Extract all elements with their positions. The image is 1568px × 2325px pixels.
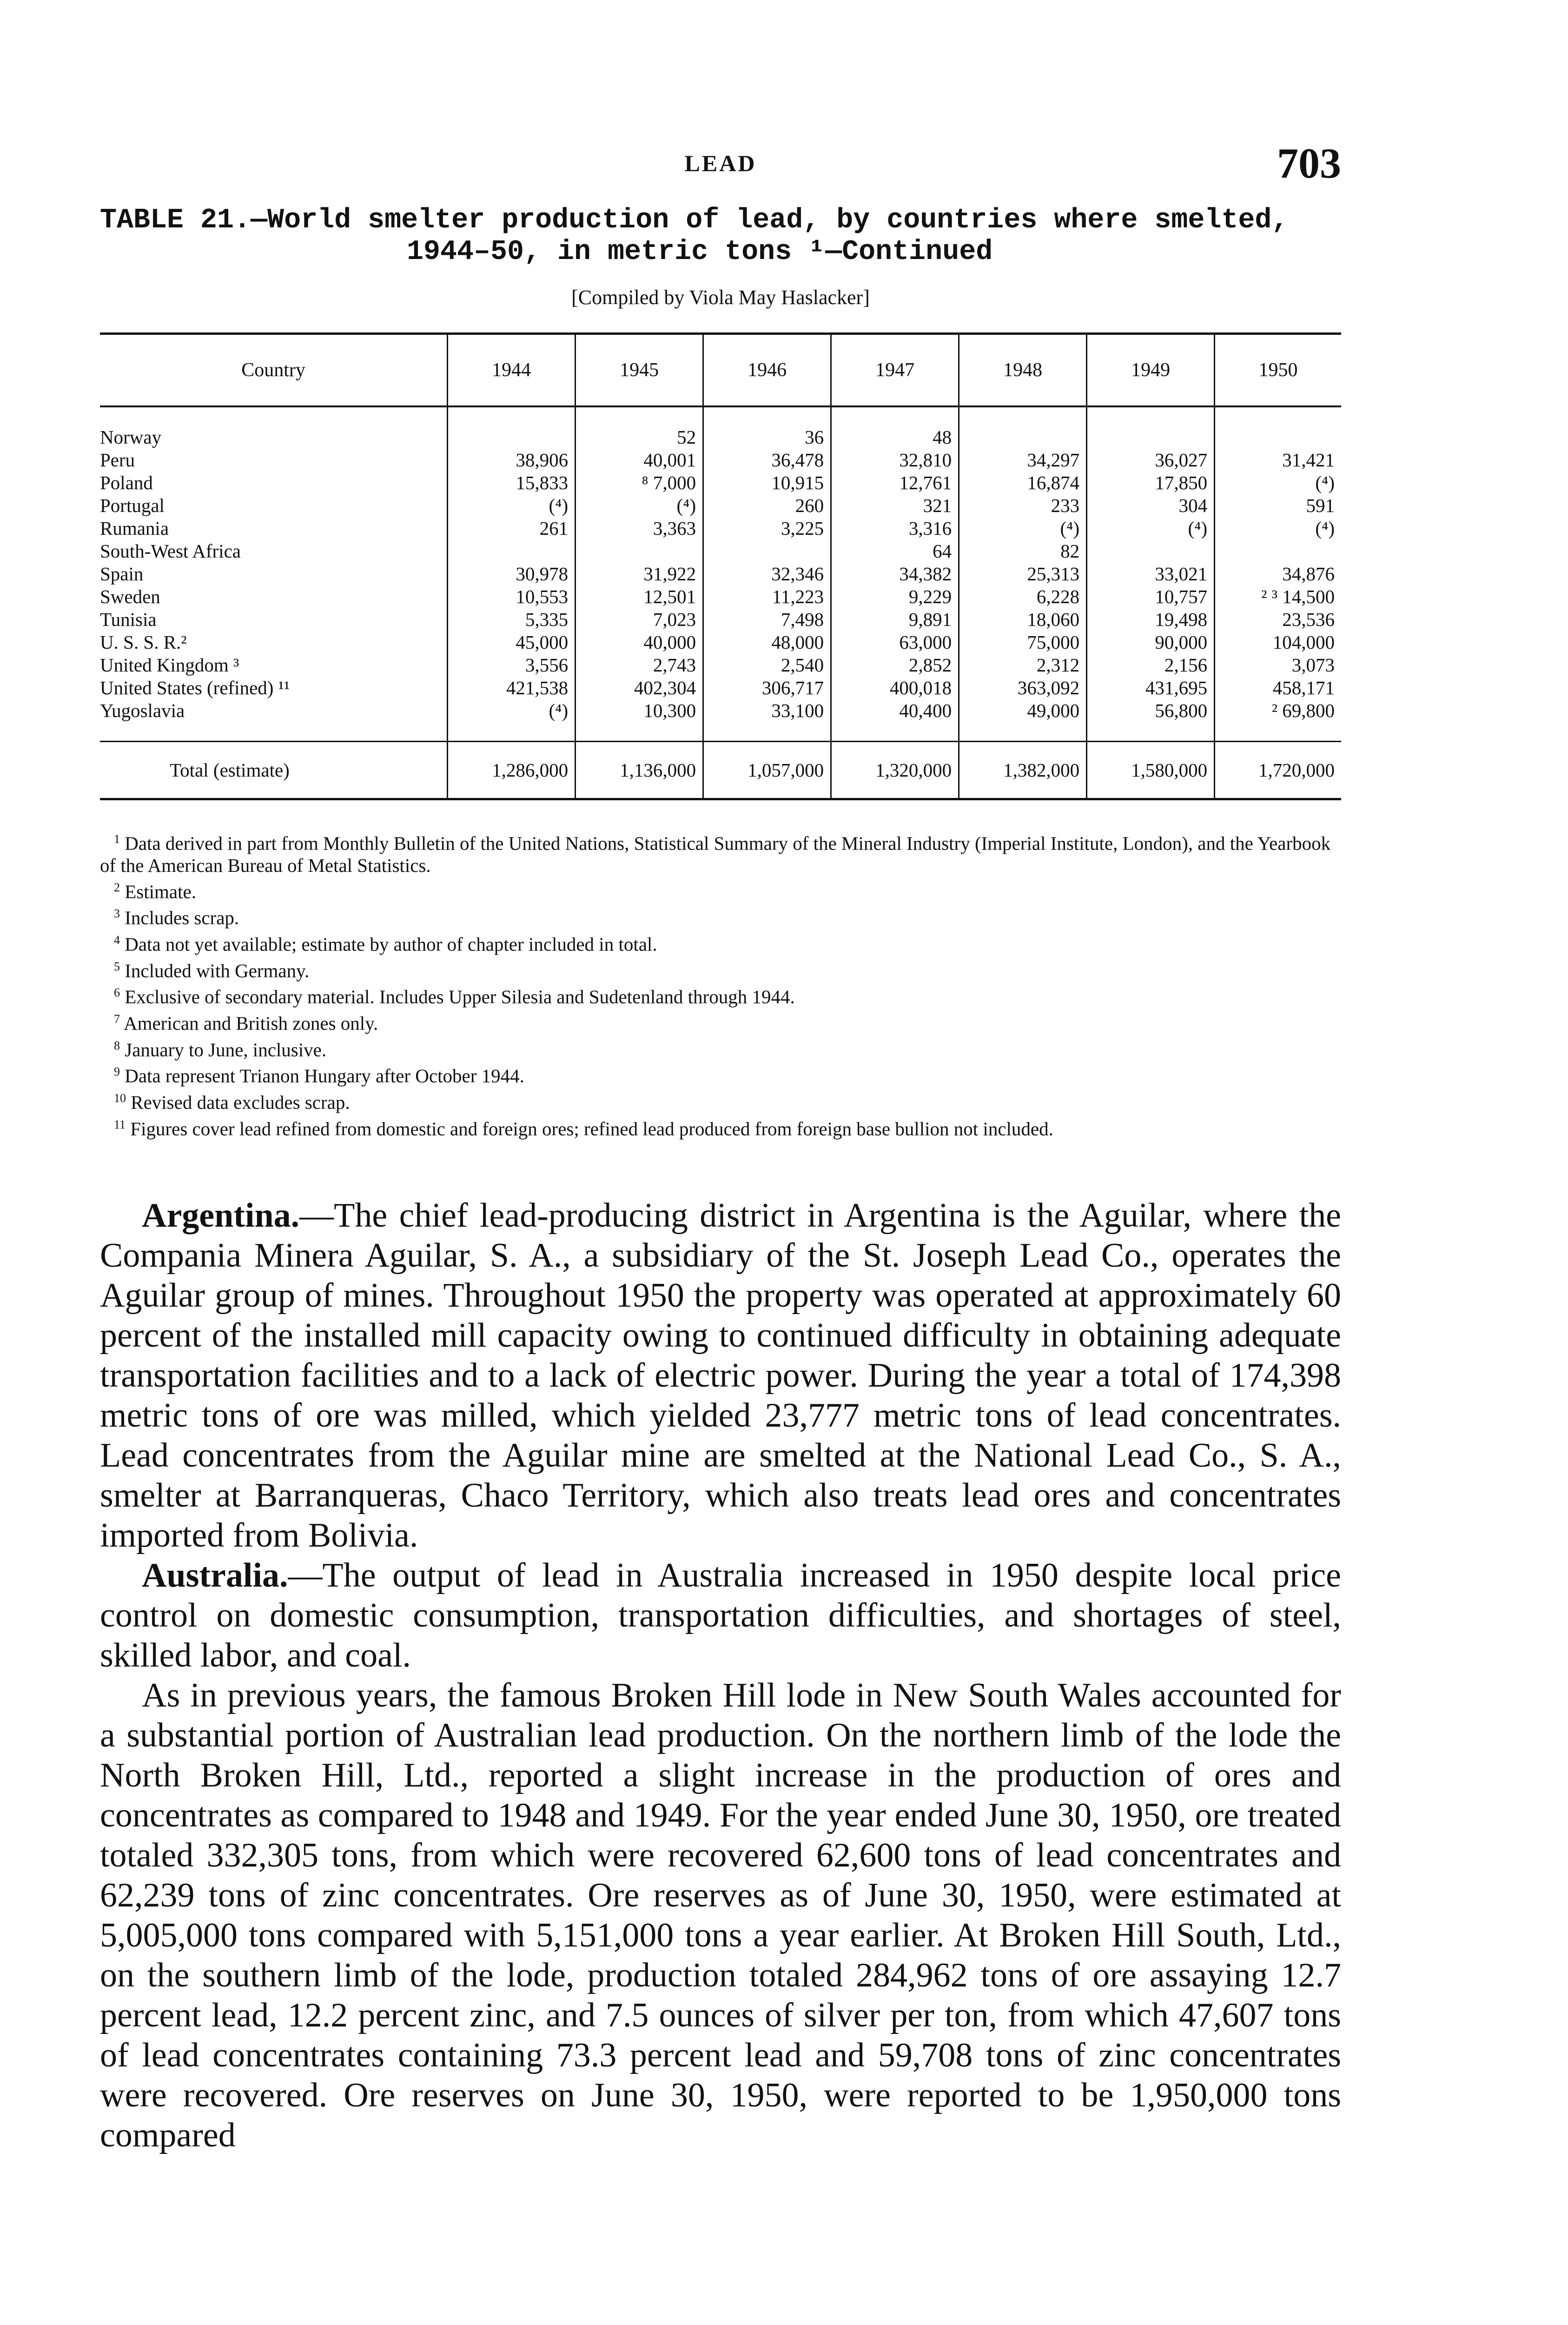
value-cell: 1,320,000	[831, 742, 959, 799]
value-cell: 1,286,000	[448, 742, 576, 799]
table-row	[100, 699, 1341, 722]
footnote-number: 5	[114, 959, 120, 973]
footnote-text: Data not yet available; estimate by author of chapter included in total.	[120, 933, 657, 955]
value-cell: (⁴)	[448, 494, 576, 517]
footnote-text: Data represent Trianon Hungary after October 1944.	[120, 1065, 524, 1087]
value-cell: 2,156	[1087, 654, 1215, 677]
table-body	[100, 406, 1341, 799]
value-cell: 15,833	[448, 472, 576, 494]
table-row	[100, 494, 1341, 517]
footnote-text: Includes scrap.	[120, 907, 239, 929]
value-cell	[959, 426, 1087, 449]
footnote-number: 8	[114, 1038, 120, 1052]
page-number: 703	[1277, 140, 1341, 187]
value-cell: 64	[831, 540, 959, 563]
value-cell: 36,027	[1087, 449, 1215, 472]
value-cell: (⁴)	[1215, 472, 1341, 494]
value-cell: 104,000	[1215, 631, 1341, 654]
value-cell: 32,346	[703, 563, 831, 585]
value-cell: 10,553	[448, 585, 576, 608]
value-cell: 36,478	[703, 449, 831, 472]
value-cell: 321	[831, 494, 959, 517]
value-cell: 10,757	[1087, 585, 1215, 608]
value-cell: 591	[1215, 494, 1341, 517]
footnote-number: 3	[114, 907, 120, 921]
value-cell: 3,073	[1215, 654, 1341, 677]
country-cell: Rumania	[100, 518, 169, 539]
value-cell: 2,312	[959, 654, 1087, 677]
country-cell: Yugoslavia	[100, 700, 185, 721]
footnote-text: Revised data excludes scrap.	[126, 1091, 350, 1113]
value-cell: (⁴)	[448, 699, 576, 722]
footnote-text: American and British zones only.	[120, 1012, 378, 1034]
column-header-year: 1944	[448, 334, 576, 407]
body-paragraph	[100, 1675, 1341, 2155]
value-cell: 7,023	[576, 608, 703, 631]
paragraph-heading: Argentina.	[142, 1196, 300, 1235]
value-cell: 34,382	[831, 563, 959, 585]
caption-line-1: TABLE 21.—World smelter production of lead, by countries where smelted,	[100, 205, 1289, 236]
paragraph-text: As in previous years, the famous Broken Hill lode in New South Wales accounted for a substantial portion of Australian lead production. On the northern limb of the lode the North Broken Hill, Ltd., reported a slight increase in the production of ores and concentrates as compared to 1948 and 1949. For the year ended June 30, 1950, ore treated totaled 332,305 tons, from which were recovered 62,600 tons of lead concentrates and 62,239 tons of zinc concentrates. Ore reserves as of June 30, 1950, were estimated at 5,005,000 tons compared with 5,151,000 tons a year earlier. At Broken Hill South, Ltd., on the southern limb of the lode, production totaled 284,962 tons of ore assaying 12.7 percent lead, 12.2 percent zinc, and 7.5 ounces of silver per ton, from which 47,607 tons of lead concentrates containing 73.3 percent lead and 59,708 tons of zinc concentrates were recovered. Ore reserves on June 30, 1950, were reported to be 1,950,000 tons compared	[100, 1676, 1341, 2155]
value-cell: 30,978	[448, 563, 576, 585]
value-cell: 431,695	[1087, 677, 1215, 699]
value-cell: 33,100	[703, 699, 831, 722]
footnote-text: Included with Germany.	[120, 960, 310, 982]
value-cell: 52	[576, 426, 703, 449]
value-cell: 48,000	[703, 631, 831, 654]
paragraph-text: —The chief lead-producing district in Argentina is the Aguilar, where the Compania Minera Aguilar, S. A., a subsidiary of the St. Joseph Lead Co., operates the Aguilar group of mines. Throughout 1950 the property was operated at approximately 60 percent of the installed mill capacity owing to continued difficulty in obtaining adequate transportation facilities and to a lack of electric power. During the year a total of 174,398 metric tons of ore was milled, which yielded 23,777 metric tons of lead concentrates. Lead concentrates from the Aguilar mine are smelted at the National Lead Co., S. A., smelter at Barranqueras, Chaco Territory, which also treats lead ores and concentrates imported from Bolivia.	[100, 1196, 1341, 1555]
value-cell: (⁴)	[1087, 517, 1215, 540]
column-header-year: 1949	[1087, 334, 1215, 407]
value-cell: 40,000	[576, 631, 703, 654]
value-cell: 6,228	[959, 585, 1087, 608]
value-cell: 48	[831, 426, 959, 449]
value-cell: 75,000	[959, 631, 1087, 654]
footnote	[100, 1035, 1341, 1061]
footnotes	[100, 828, 1341, 1140]
value-cell: (⁴)	[1215, 517, 1341, 540]
footnote-text: Figures cover lead refined from domestic and foreign ores; refined lead produced from foreign base bullion not included.	[126, 1118, 1053, 1140]
value-cell: 12,501	[576, 585, 703, 608]
country-cell: South-West Africa	[100, 540, 241, 562]
value-cell: 34,297	[959, 449, 1087, 472]
value-cell: 32,810	[831, 449, 959, 472]
footnote-text: January to June, inclusive.	[120, 1039, 327, 1061]
footnote	[100, 903, 1341, 929]
footnote	[100, 877, 1341, 903]
table-row	[100, 585, 1341, 608]
value-cell: 40,001	[576, 449, 703, 472]
table-row	[100, 449, 1341, 472]
country-cell: Total (estimate)	[100, 742, 448, 799]
value-cell	[448, 426, 576, 449]
country-cell: United States (refined) ¹¹	[100, 677, 290, 698]
value-cell: 1,382,000	[959, 742, 1087, 799]
value-cell: 17,850	[1087, 472, 1215, 494]
country-cell: Peru	[100, 449, 135, 471]
footnote-number: 10	[114, 1091, 126, 1105]
value-cell: 49,000	[959, 699, 1087, 722]
value-cell: 45,000	[448, 631, 576, 654]
value-cell: 458,171	[1215, 677, 1341, 699]
value-cell: 82	[959, 540, 1087, 563]
value-cell: 10,300	[576, 699, 703, 722]
spacer-row	[100, 722, 1341, 742]
table-row	[100, 540, 1341, 563]
column-header-year: 1945	[576, 334, 703, 407]
country-cell: Sweden	[100, 586, 160, 607]
column-header-country: Country	[100, 334, 448, 407]
value-cell: 260	[703, 494, 831, 517]
value-cell: 36	[703, 426, 831, 449]
country-cell: Spain	[100, 563, 144, 585]
footnote	[100, 956, 1341, 982]
value-cell: 63,000	[831, 631, 959, 654]
value-cell: 304	[1087, 494, 1215, 517]
value-cell: 1,580,000	[1087, 742, 1215, 799]
value-cell: 31,922	[576, 563, 703, 585]
footnote-number: 1	[114, 832, 120, 846]
table-row	[100, 677, 1341, 699]
body-paragraph	[100, 1555, 1341, 1675]
footnote	[100, 982, 1341, 1008]
value-cell: 11,223	[703, 585, 831, 608]
page	[100, 116, 1341, 2155]
spacer-row	[100, 406, 1341, 426]
value-cell	[1087, 426, 1215, 449]
value-cell: 23,536	[1215, 608, 1341, 631]
paragraph-heading: Australia.	[142, 1556, 288, 1595]
value-cell: 40,400	[831, 699, 959, 722]
production-table	[100, 332, 1341, 800]
column-header-year: 1947	[831, 334, 959, 407]
value-cell: ² 69,800	[1215, 699, 1341, 722]
value-cell	[1087, 540, 1215, 563]
paragraph-text: —The output of lead in Australia increased in 1950 despite local price control on domestic consumption, transportation difficulties, and shortages of steel, skilled labor, and coal.	[100, 1556, 1341, 1675]
value-cell: 31,421	[1215, 449, 1341, 472]
footnote-text: Exclusive of secondary material. Includes Upper Silesia and Sudetenland through 1944.	[120, 986, 795, 1008]
value-cell: 18,060	[959, 608, 1087, 631]
body-paragraph	[100, 1196, 1341, 1555]
caption-line-2: 1944–50, in metric tons ¹—Continued	[407, 236, 993, 268]
running-title: LEAD	[684, 150, 757, 176]
column-header-year: 1948	[959, 334, 1087, 407]
footnote	[100, 828, 1341, 877]
country-cell: United Kingdom ³	[100, 654, 239, 676]
value-cell: 261	[448, 517, 576, 540]
table-caption	[100, 205, 1341, 268]
value-cell: 1,720,000	[1215, 742, 1341, 799]
value-cell: ⁸ 7,000	[576, 472, 703, 494]
footnote-number: 9	[114, 1065, 120, 1079]
value-cell: 34,876	[1215, 563, 1341, 585]
footnote-number: 4	[114, 933, 120, 947]
value-cell: 233	[959, 494, 1087, 517]
table-row	[100, 472, 1341, 494]
value-cell: 10,915	[703, 472, 831, 494]
footnote-number: 2	[114, 880, 120, 894]
value-cell: 3,363	[576, 517, 703, 540]
footnote-number: 6	[114, 986, 120, 1000]
value-cell: 5,335	[448, 608, 576, 631]
footnote	[100, 1087, 1341, 1114]
footnote-text: Data derived in part from Monthly Bulletin of the United Nations, Statistical Summary of the Mineral Industry (Imperial Institute, London), and the Yearbook of the American Bureau of Metal Statistics.	[100, 832, 1331, 876]
value-cell	[1215, 426, 1341, 449]
table-row	[100, 426, 1341, 449]
value-cell: 9,891	[831, 608, 959, 631]
value-cell: 9,229	[831, 585, 959, 608]
value-cell: 400,018	[831, 677, 959, 699]
value-cell: 2,852	[831, 654, 959, 677]
value-cell: 3,225	[703, 517, 831, 540]
table-header-row	[100, 334, 1341, 407]
footnote-number: 7	[114, 1012, 120, 1026]
value-cell: 3,316	[831, 517, 959, 540]
footnote-text: Estimate.	[120, 881, 196, 903]
value-cell: 25,313	[959, 563, 1087, 585]
value-cell: (⁴)	[959, 517, 1087, 540]
footnote	[100, 1114, 1341, 1140]
value-cell: 2,540	[703, 654, 831, 677]
country-cell: Norway	[100, 426, 162, 448]
value-cell: 38,906	[448, 449, 576, 472]
value-cell: ² ³ 14,500	[1215, 585, 1341, 608]
country-cell: U. S. S. R.²	[100, 631, 187, 653]
value-cell: (⁴)	[576, 494, 703, 517]
value-cell	[448, 540, 576, 563]
value-cell: 7,498	[703, 608, 831, 631]
footnote	[100, 929, 1341, 956]
value-cell: 363,092	[959, 677, 1087, 699]
footnote	[100, 1008, 1341, 1035]
country-cell: Tunisia	[100, 609, 157, 630]
value-cell: 33,021	[1087, 563, 1215, 585]
total-row	[100, 742, 1341, 799]
country-cell: Poland	[100, 472, 153, 493]
value-cell: 1,136,000	[576, 742, 703, 799]
table-row	[100, 517, 1341, 540]
value-cell: 19,498	[1087, 608, 1215, 631]
table-row	[100, 631, 1341, 654]
column-header-year: 1946	[703, 334, 831, 407]
value-cell: 16,874	[959, 472, 1087, 494]
value-cell: 306,717	[703, 677, 831, 699]
value-cell: 12,761	[831, 472, 959, 494]
table-row	[100, 608, 1341, 631]
table-row	[100, 563, 1341, 585]
value-cell: 90,000	[1087, 631, 1215, 654]
footnote-number: 11	[114, 1117, 126, 1131]
value-cell	[1215, 540, 1341, 563]
compiled-by: [Compiled by Viola May Haslacker]	[571, 286, 870, 309]
value-cell: 56,800	[1087, 699, 1215, 722]
value-cell	[576, 540, 703, 563]
running-head	[100, 116, 1341, 186]
body-text	[100, 1196, 1341, 2155]
value-cell: 3,556	[448, 654, 576, 677]
value-cell: 2,743	[576, 654, 703, 677]
value-cell: 421,538	[448, 677, 576, 699]
column-header-year: 1950	[1215, 334, 1341, 407]
value-cell	[703, 540, 831, 563]
value-cell: 402,304	[576, 677, 703, 699]
country-cell: Portugal	[100, 495, 165, 516]
table-row	[100, 654, 1341, 677]
footnote	[100, 1061, 1341, 1087]
value-cell: 1,057,000	[703, 742, 831, 799]
